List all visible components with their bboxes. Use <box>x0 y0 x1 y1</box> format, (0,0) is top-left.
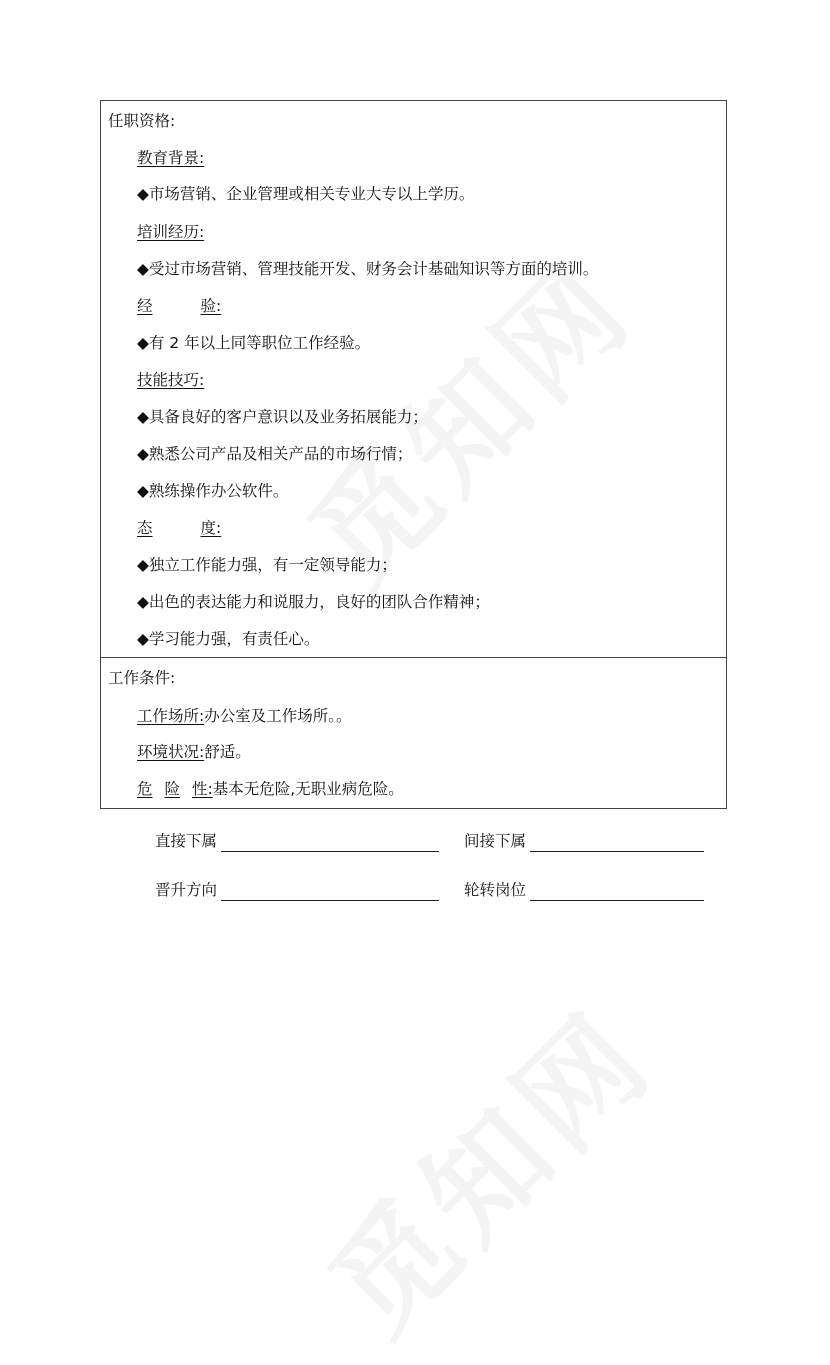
rotation-label: 轮转岗位 <box>464 881 527 899</box>
qualifications-heading: 任职资格: <box>108 112 176 130</box>
skills-item: ◆具备良好的客户意识以及业务拓展能力； <box>137 408 428 426</box>
skills-item: ◆熟悉公司产品及相关产品的市场行情； <box>137 445 413 463</box>
conditions-heading: 工作条件: <box>108 669 176 687</box>
attitude-item: ◆出色的表达能力和说服力，良好的团队合作精神； <box>137 593 490 611</box>
conditions-section <box>100 657 727 809</box>
experience-item: ◆有 2 年以上同等职位工作经验。 <box>137 334 371 352</box>
risk-row: 危 险 性:基本无危险,无职业病危险。 <box>137 780 404 798</box>
environment-row: 环境状况:舒适。 <box>137 743 251 761</box>
education-item: ◆市场营销、企业管理或相关专业大专以上学历。 <box>137 185 475 203</box>
attitude-label: 态 度: <box>137 519 222 537</box>
training-item: ◆受过市场营销、管理技能开发、财务会计基础知识等方面的培训。 <box>137 260 599 278</box>
rotation-blank[interactable] <box>530 900 704 901</box>
skills-item: ◆熟练操作办公软件。 <box>137 482 289 500</box>
attitude-item: ◆学习能力强，有责任心。 <box>137 630 320 648</box>
education-label: 教育背景: <box>137 149 205 167</box>
indirect-subordinate-blank[interactable] <box>530 851 704 852</box>
workplace-row: 工作场所:办公室及工作场所。。 <box>137 707 352 725</box>
qualifications-section <box>100 100 727 658</box>
skills-label: 技能技巧: <box>137 371 205 389</box>
experience-label: 经 验: <box>137 297 222 315</box>
attitude-item: ◆独立工作能力强，有一定领导能力； <box>137 556 397 574</box>
direct-subordinate-label: 直接下属 <box>155 832 218 850</box>
indirect-subordinate-label: 间接下属 <box>464 832 527 850</box>
promotion-label: 晋升方向 <box>155 881 218 899</box>
direct-subordinate-blank[interactable] <box>221 851 439 852</box>
promotion-blank[interactable] <box>221 900 439 901</box>
watermark-bottom <box>286 967 683 1364</box>
training-label: 培训经历: <box>137 223 205 241</box>
